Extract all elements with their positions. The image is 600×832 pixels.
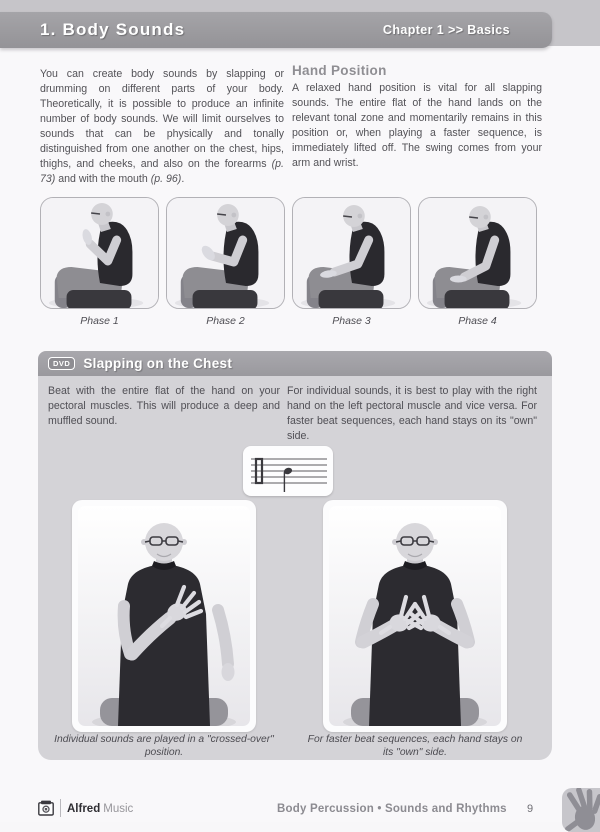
chest-section-panel	[38, 376, 552, 760]
chest-left-text: Beat with the entire flat of the hand on your pectoral muscles. This will produce a deep and muffled sound.	[48, 385, 280, 427]
man-crossed-hand-chest-icon	[78, 506, 250, 726]
phase-2-photo	[166, 197, 285, 327]
page-title: 1. Body Sounds	[40, 20, 186, 39]
phase-2-image	[166, 197, 285, 309]
seated-figure-hand-on-thigh-icon	[293, 198, 410, 308]
caption-own-side: For faster beat sequences, each hand stays on its "own" side.	[307, 734, 523, 758]
alfred-logo-icon	[38, 800, 54, 816]
hand-badge-icon	[562, 788, 600, 832]
phase-4-caption: Phase 4	[458, 315, 497, 327]
phase-3-image	[292, 197, 411, 309]
page-ref-73: (p. 73)	[40, 158, 284, 185]
quarter-note-staff-icon	[243, 446, 333, 496]
intro-text-3: .	[181, 173, 185, 185]
intro-paragraph	[40, 67, 284, 187]
chapter-header-bar	[0, 12, 552, 48]
seated-figure-arm-raised-icon	[41, 198, 158, 308]
publisher-name-light: Music	[103, 803, 134, 815]
hand-position-text: A relaxed hand position is vital for all slapping sounds. The entire flat of the hand lands on the relevant tonal zone and momentarily remains in this position or, when playing a faster sequence, is immediately lifted off. The swing comes from your arm and wrist.	[292, 82, 542, 169]
music-notation	[243, 446, 333, 496]
intro-text: You can create body sounds by slapping or drumming on different parts of your body. Theoretically, it is possible to produce an infinite number of body sounds. We will limit ourselves to sounds that can be physically and tonally distinguished from one another on the chest, hips, thighs, and cheeks, and also on the forearms	[40, 68, 284, 170]
publisher-logo	[38, 799, 133, 817]
phase-4-image	[418, 197, 537, 309]
page-footer	[0, 796, 600, 822]
phase-4-photo	[418, 197, 537, 327]
seated-figure-arm-mid-icon	[167, 198, 284, 308]
photo-crossed-hand-image	[78, 506, 250, 726]
phase-3-caption: Phase 3	[332, 315, 371, 327]
section-header-bar	[38, 351, 552, 376]
page-number: 9	[527, 803, 534, 815]
section-title: Slapping on the Chest	[83, 356, 233, 371]
hand-position-section	[292, 63, 542, 171]
chest-right-text: For individual sounds, it is best to play with the right hand on the left pectoral muscle and vice versa. For faster beat sequences, each hand stays on its "own" side.	[287, 385, 537, 442]
phase-1-image	[40, 197, 159, 309]
intro-text-2: and with the mouth	[55, 173, 151, 185]
photo-crossed-hand	[72, 500, 256, 732]
chapter-label: Chapter 1 >> Basics	[382, 23, 510, 37]
hand-position-heading: Hand Position	[292, 63, 387, 78]
photo-both-hands	[323, 500, 507, 732]
man-both-hands-chest-icon	[329, 506, 501, 726]
phase-photo-row	[40, 197, 537, 327]
photo-both-hands-image	[329, 506, 501, 726]
caption-crossed-over: Individual sounds are played in a "crossed-over" position.	[54, 734, 274, 758]
hand-print-icon	[562, 788, 600, 832]
phase-1-photo	[40, 197, 159, 327]
dvd-icon: DVD	[48, 357, 75, 370]
publisher-name-bold: Alfred	[67, 803, 101, 815]
phase-2-caption: Phase 2	[206, 315, 245, 327]
phase-3-photo	[292, 197, 411, 327]
page-ref-96: (p. 96)	[150, 173, 182, 185]
phase-1-caption: Phase 1	[80, 315, 119, 327]
book-title: Body Percussion • Sounds and Rhythms	[277, 803, 507, 815]
logo-divider	[60, 799, 61, 817]
seated-figure-hand-resting-icon	[419, 198, 536, 308]
